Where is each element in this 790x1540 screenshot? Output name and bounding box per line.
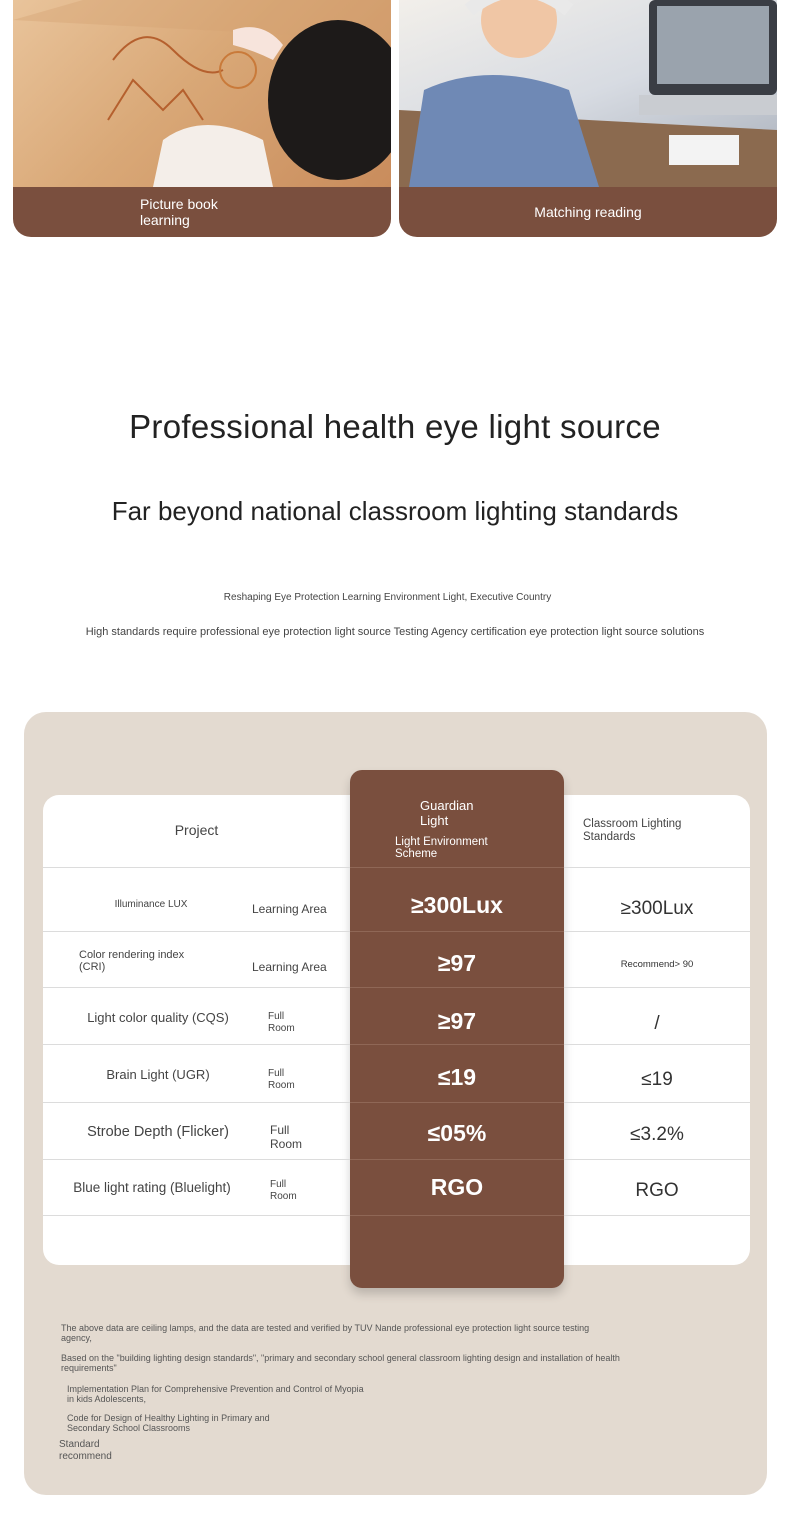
row-name: Brain Light (UGR) [106, 1067, 210, 1082]
matching-reading-caption [399, 187, 777, 237]
table-row [43, 1103, 750, 1160]
footnote: Standard recommend [59, 1439, 112, 1462]
row-guardian-value: RGO [430, 1174, 484, 1200]
picture-book-photo [13, 0, 391, 187]
row-guardian-value: ≥97 [437, 950, 477, 976]
row-area: Full Room [268, 1011, 295, 1034]
header-guardian-light: Guardian Light [420, 798, 474, 828]
row-area: Full Room [270, 1123, 303, 1151]
table-row [43, 1160, 750, 1216]
table-row [43, 988, 750, 1045]
row-standard-value: Recommend> 90 [620, 959, 694, 970]
header-project: Project [174, 822, 219, 838]
footnote: Implementation Plan for Comprehensive Prevention and Control of Myopia in kids Adolescents, [67, 1384, 364, 1404]
row-name: Illuminance LUX [114, 899, 188, 910]
table-row [43, 868, 750, 932]
row-guardian-value: ≤19 [437, 1064, 477, 1090]
row-name: Light color quality (CQS) [87, 1010, 229, 1025]
row-guardian-value: ≤05% [427, 1120, 487, 1146]
page-subtitle: Far beyond national classroom lighting standards [111, 496, 679, 526]
matching-reading-card [399, 0, 777, 237]
picture-book-caption-text: Picture book learning [140, 196, 218, 228]
row-area: Full Room [270, 1179, 297, 1202]
row-standard-value: RGO [635, 1180, 679, 1201]
intro-line-1: Reshaping Eye Protection Learning Environment Light, Executive Country [223, 592, 552, 603]
row-standard-value: ≥300Lux [620, 898, 694, 919]
picture-book-card [13, 0, 391, 237]
matching-reading-photo [399, 0, 777, 187]
footnote: Code for Design of Healthy Lighting in Primary and Secondary School Classrooms [67, 1413, 270, 1433]
page-title: Professional health eye light source [129, 408, 661, 445]
row-standard-value: ≤19 [641, 1069, 673, 1090]
footnote: The above data are ceiling lamps, and the data are tested and verified by TUV Nande professional eye protection light source testing agency, [61, 1323, 590, 1343]
row-guardian-value: ≥97 [437, 1008, 477, 1034]
row-name: Strobe Depth (Flicker) [87, 1124, 229, 1140]
row-area: Full Room [268, 1068, 295, 1091]
girl-drawing-illustration [13, 0, 391, 187]
boy-laptop-illustration [399, 0, 777, 187]
row-area: Learning Area [252, 902, 327, 916]
row-standard-value: ≤3.2% [630, 1124, 684, 1145]
matching-reading-caption-text: Matching reading [534, 204, 642, 220]
row-guardian-value: ≥300Lux [411, 892, 503, 918]
intro-line-2: High standards require professional eye protection light source Testing Agency certification eye protection light source solutions [85, 626, 705, 638]
header-light-environment-scheme: Light Environment Scheme [395, 836, 488, 860]
row-name: Blue light rating (Bluelight) [73, 1180, 231, 1195]
row-divider-highlight [350, 1215, 564, 1216]
row-standard-value: / [654, 1013, 660, 1034]
table-row [43, 1045, 750, 1103]
table-row [43, 932, 750, 988]
footnote: Based on the "building lighting design standards", "primary and secondary school general classroom lighting design and installation of health requirements" [61, 1353, 620, 1373]
picture-book-caption [13, 187, 391, 237]
row-name: Color rendering index (CRI) [79, 949, 185, 973]
header-classroom-standards: Classroom Lighting Standards [583, 818, 682, 843]
row-area: Learning Area [252, 960, 327, 974]
